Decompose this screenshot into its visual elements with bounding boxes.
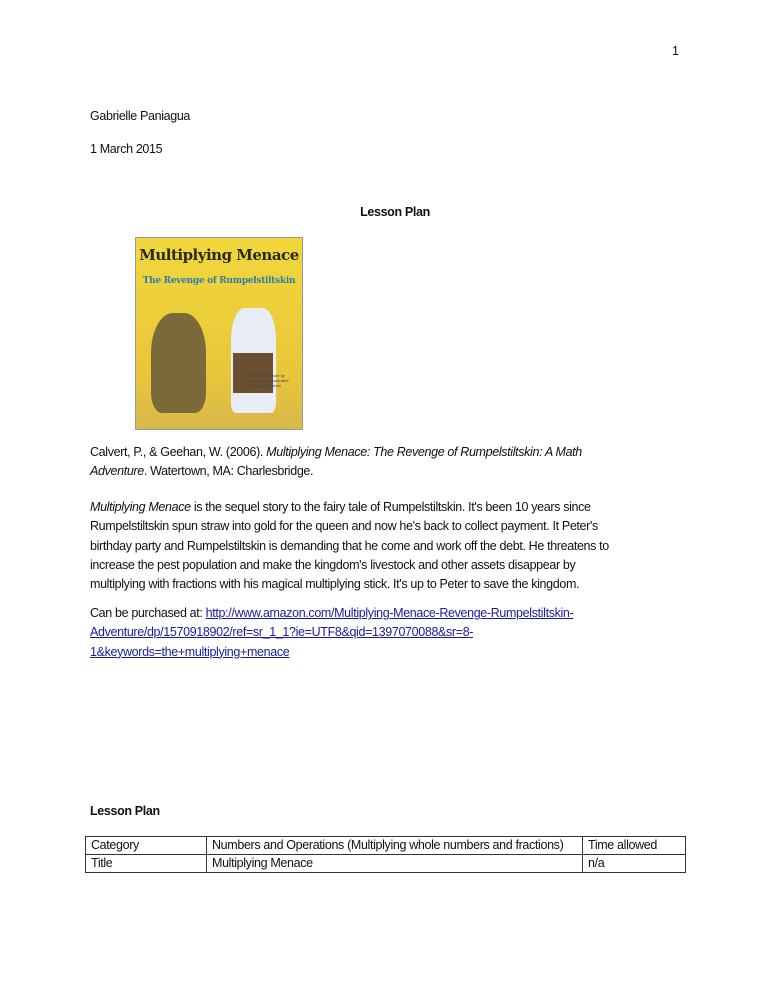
summary-line: Rumpelstiltskin spun straw into gold for the queen and now he's back to collect payment. It Peter's — [90, 519, 598, 534]
link-line[interactable]: http://www.amazon.com/Multiplying-Menace-Revenge-Rumpelstiltskin- — [205, 606, 574, 620]
cover-subtitle: The Revenge of Rumpelstiltskin — [142, 276, 296, 286]
summary-line: is the sequel story to the fairy tale of Rumpelstiltskin. It's been 10 years since — [190, 500, 591, 514]
citation-title: Multiplying Menace: The Revenge of Rumpelstiltskin: A Math — [266, 445, 582, 459]
summary-paragraph — [90, 498, 710, 594]
summary-line: birthday party and Rumpelstiltskin is demanding that he come and work off the debt. He threatens to — [90, 538, 609, 553]
table-cell: n/a — [583, 855, 686, 873]
citation — [90, 443, 690, 482]
page-number: 1 — [672, 44, 679, 58]
table-cell: Multiplying Menace — [207, 855, 583, 873]
table-row — [86, 855, 686, 873]
table-cell: Title — [86, 855, 207, 873]
citation-authors: Calvert, P., & Geehan, W. (2006). — [90, 445, 264, 459]
citation-title-cont: Adventure — [90, 464, 144, 479]
link-line[interactable]: Adventure/dp/1570918902/ref=sr_1_1?ie=UTF8&qid=1397070088&sr=8- — [90, 625, 474, 640]
link-line[interactable]: 1&keywords=the+multiplying+menace — [90, 644, 290, 659]
citation-publisher: . Watertown, MA: Charlesbridge. — [143, 464, 314, 479]
purchase-label: Can be purchased at: — [90, 606, 206, 620]
cover-credit: A Math Adventure by Pam Calvert Illustrated by Wayne Geehan — [248, 373, 289, 388]
summary-book-title: Multiplying Menace — [90, 500, 191, 514]
summary-line: multiplying with fractions with his magical multiplying stick. It's up to Peter to save the kingdom. — [90, 577, 580, 592]
page-title: Lesson Plan — [360, 205, 430, 219]
purchase-paragraph — [90, 604, 710, 662]
author-name: Gabrielle Paniagua — [90, 109, 191, 123]
book-cover-image — [135, 237, 303, 430]
table-row — [86, 837, 686, 855]
lesson-plan-table — [85, 836, 686, 873]
summary-line: increase the pest population and make the kingdom's livestock and other assets disappear by — [90, 557, 576, 572]
table-cell: Time allowed — [583, 837, 686, 855]
table-cell: Category — [86, 837, 207, 855]
section-heading: Lesson Plan — [90, 804, 160, 818]
table-cell: Numbers and Operations (Multiplying whole numbers and fractions) — [207, 837, 583, 855]
date: 1 March 2015 — [90, 142, 163, 156]
cover-title: Multiplying Menace — [139, 246, 299, 264]
rumpelstiltskin-illustration — [151, 313, 206, 413]
